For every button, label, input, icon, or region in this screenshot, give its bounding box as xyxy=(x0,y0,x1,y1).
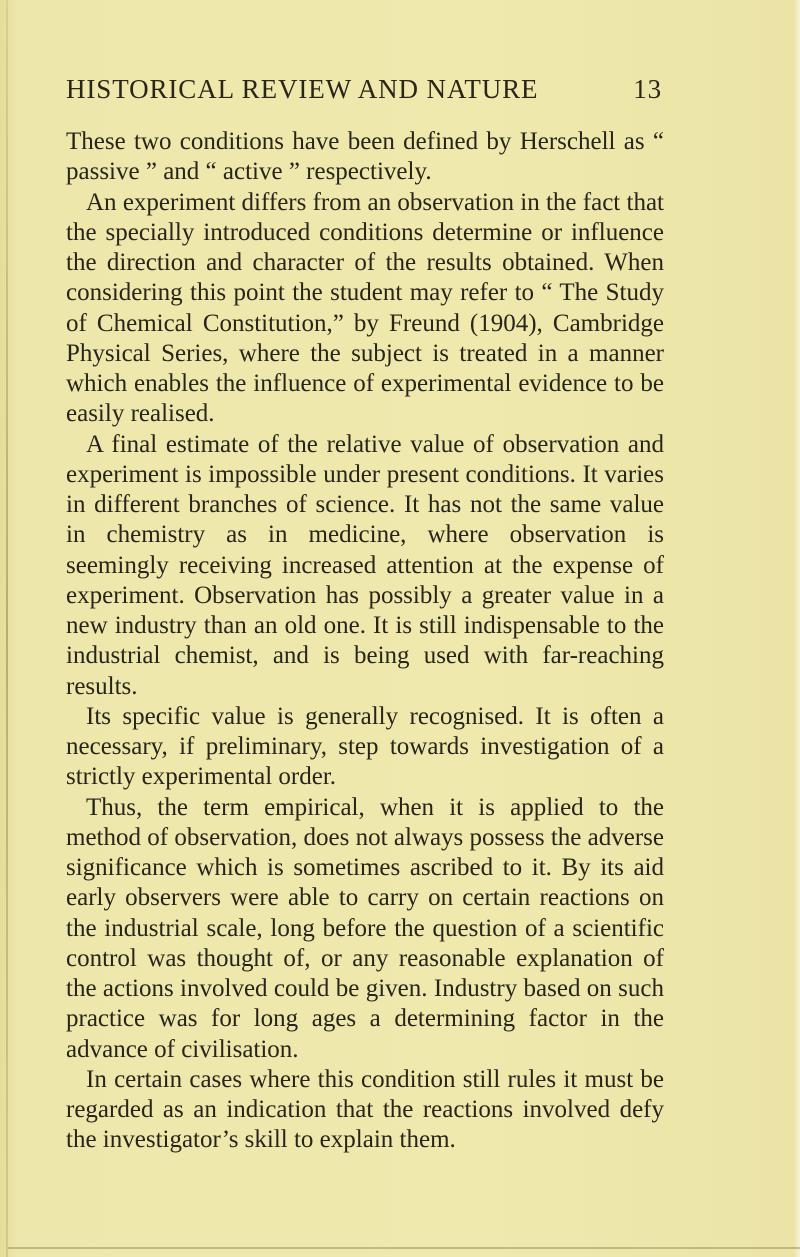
paragraph: Its specific value is generally recognised. It is often a necessary, if preliminary, step towards investigation of a strictly experimental order. xyxy=(66,702,664,791)
page-right-edge xyxy=(794,0,800,1257)
page-number: 13 xyxy=(633,74,662,104)
body-text xyxy=(66,127,664,1156)
page-left-edge xyxy=(6,0,8,1257)
page-bottom-edge xyxy=(8,1247,800,1249)
paragraph: A final estimate of the relative value of observation and experiment is impossible under present conditions. It varies in different branches of science. It has not the same value in chemistry as in medicine, where observation is seemingly receiving increased attention at the expense of experiment. Observation has possibly a greater value in a new industry than an old one. It is still indispensable to the industrial chemist, and is being used with far-reaching results. xyxy=(66,430,664,700)
paragraph: In certain cases where this condition still rules it must be regarded as an indication that the reactions involved defy the investigator’s skill to explain them. xyxy=(66,1065,664,1154)
paragraph: An experiment differs from an observation in the fact that the specially introduced conditions determine or influence the direction and character of the results obtained. When considering this point the student may refer to “ The Study of Chemical Constitution,” by Freund (1904), Cambridge Physical Series, where the subject is treated in a manner which enables the influence of experimental evidence to be easily realised. xyxy=(66,188,664,428)
running-header-title: HISTORICAL REVIEW AND NATURE xyxy=(66,74,539,104)
running-header xyxy=(66,74,662,114)
paragraph: These two conditions have been defined by Herschell as “ passive ” and “ active ” respectively. xyxy=(66,128,664,186)
paragraph: Thus, the term empirical, when it is applied to the method of observation, does not always possess the adverse significance which is sometimes ascribed to it. By its aid early observers were able to carry on certain reactions on the industrial scale, long before the question of a scientific control was thought of, or any reasonable explanation of the actions involved could be given. Industry based on such practice was for long ages a determining factor in the advance of civilisation. xyxy=(66,793,664,1063)
